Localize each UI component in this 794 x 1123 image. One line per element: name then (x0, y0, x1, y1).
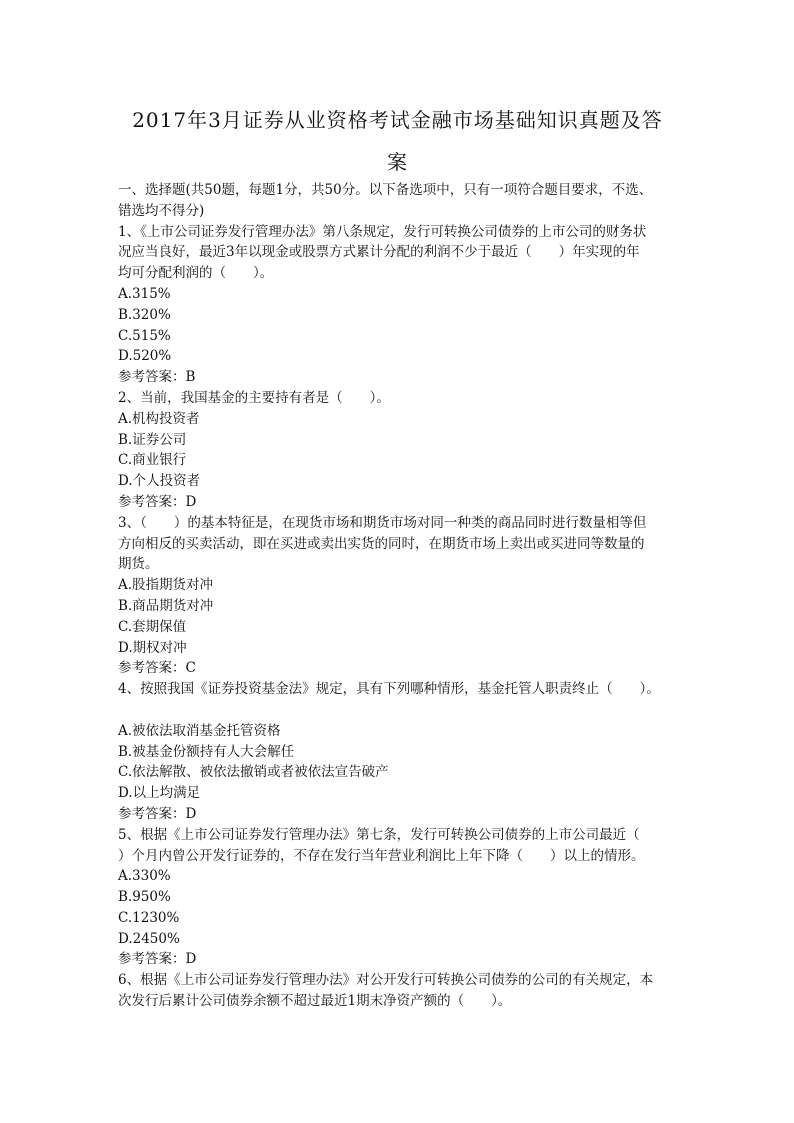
option-c: C.依法解散、被依法撤销或者被依法宣告破产 (118, 764, 389, 781)
question-stem-line: ）个月内曾公开发行证券的，不存在发行当年营业利润比上年下降（ ）以上的情形。 (118, 847, 645, 864)
question-5 (118, 825, 683, 971)
question-4 (118, 679, 683, 825)
question-6 (118, 970, 683, 1012)
question-stem-line: 方向相反的买卖活动，即在买进或卖出实货的同时，在期货市场上卖出或买进同等数量的 (118, 535, 645, 552)
option-b: B.被基金份额持有人大会解任 (118, 743, 295, 760)
question-stem-line: 4、按照我国《证券投资基金法》规定，具有下列哪种情形，基金托管人职责终止（ ）。 (118, 681, 660, 698)
option-d: D.以上均满足 (118, 785, 201, 802)
question-stem-line: 2、当前，我国基金的主要持有者是（ ）。 (118, 389, 390, 406)
question-1 (118, 222, 683, 388)
section-intro-line-2: 错选均不得分) (118, 202, 205, 219)
option-b: B.320% (118, 306, 171, 323)
option-c: C.商业银行 (118, 452, 187, 469)
option-a: A.330% (118, 868, 171, 885)
option-c: C.515% (118, 327, 171, 344)
option-a: A.股指期货对冲 (118, 577, 214, 594)
option-d: D.520% (118, 348, 172, 365)
question-stem-line: 5、根据《上市公司证券发行管理办法》第七条，发行可转换公司债券的上市公司最近（ (118, 826, 640, 843)
answer-key: 参考答案：C (118, 660, 196, 677)
answer-key: 参考答案：D (118, 805, 197, 822)
question-stem-line: 期货。 (118, 556, 159, 573)
option-a: A.机构投资者 (118, 410, 200, 427)
question-stem-line: 次发行后累计公司债券余额不超过最近1期末净资产额的（ ）。 (118, 993, 512, 1010)
document-body (118, 180, 683, 1012)
blank-line (118, 700, 683, 721)
option-d: D.期权对冲 (118, 639, 187, 656)
answer-key: 参考答案：B (118, 369, 196, 386)
option-d: D.2450% (118, 930, 180, 947)
question-stem-line: 1、《上市公司证券发行管理办法》第八条规定，发行可转换公司债券的上市公司的财务状 (118, 223, 647, 240)
section-intro-line-1: 一、选择题(共50题，每题1分，共50分。以下备选项中，只有一项符合题目要求，不选、 (118, 182, 653, 198)
option-c: C.套期保值 (118, 618, 187, 635)
option-a: A.被依法取消基金托管资格 (118, 722, 281, 739)
answer-key: 参考答案：D (118, 951, 197, 968)
option-b: B.商品期货对冲 (118, 597, 214, 614)
question-stem-line: 6、根据《上市公司证券发行管理办法》对公开发行可转换公司债券的公司的有关规定，本 (118, 972, 654, 989)
question-3 (118, 513, 683, 679)
option-b: B.950% (118, 889, 171, 906)
option-d: D.个人投资者 (118, 473, 201, 490)
option-b: B.证券公司 (118, 431, 187, 448)
question-stem-line: 均可分配利润的（ ）。 (118, 265, 274, 282)
document-title-line-2: 案 (387, 150, 408, 174)
question-stem-line: 3、（ ）的基本特征是，在现货市场和期货市场对同一种类的商品同时进行数量相等但 (118, 514, 647, 531)
document-title-line-1: 2017年3月证券从业资格考试金融市场基础知识真题及答 (132, 108, 663, 132)
question-stem-line: 况应当良好，最近3年以现金或股票方式累计分配的利润不少于最近（ ）年实现的年 (118, 244, 640, 261)
answer-key: 参考答案：D (118, 493, 197, 510)
question-2 (118, 388, 683, 513)
option-a: A.315% (118, 285, 171, 302)
option-c: C.1230% (118, 909, 180, 926)
